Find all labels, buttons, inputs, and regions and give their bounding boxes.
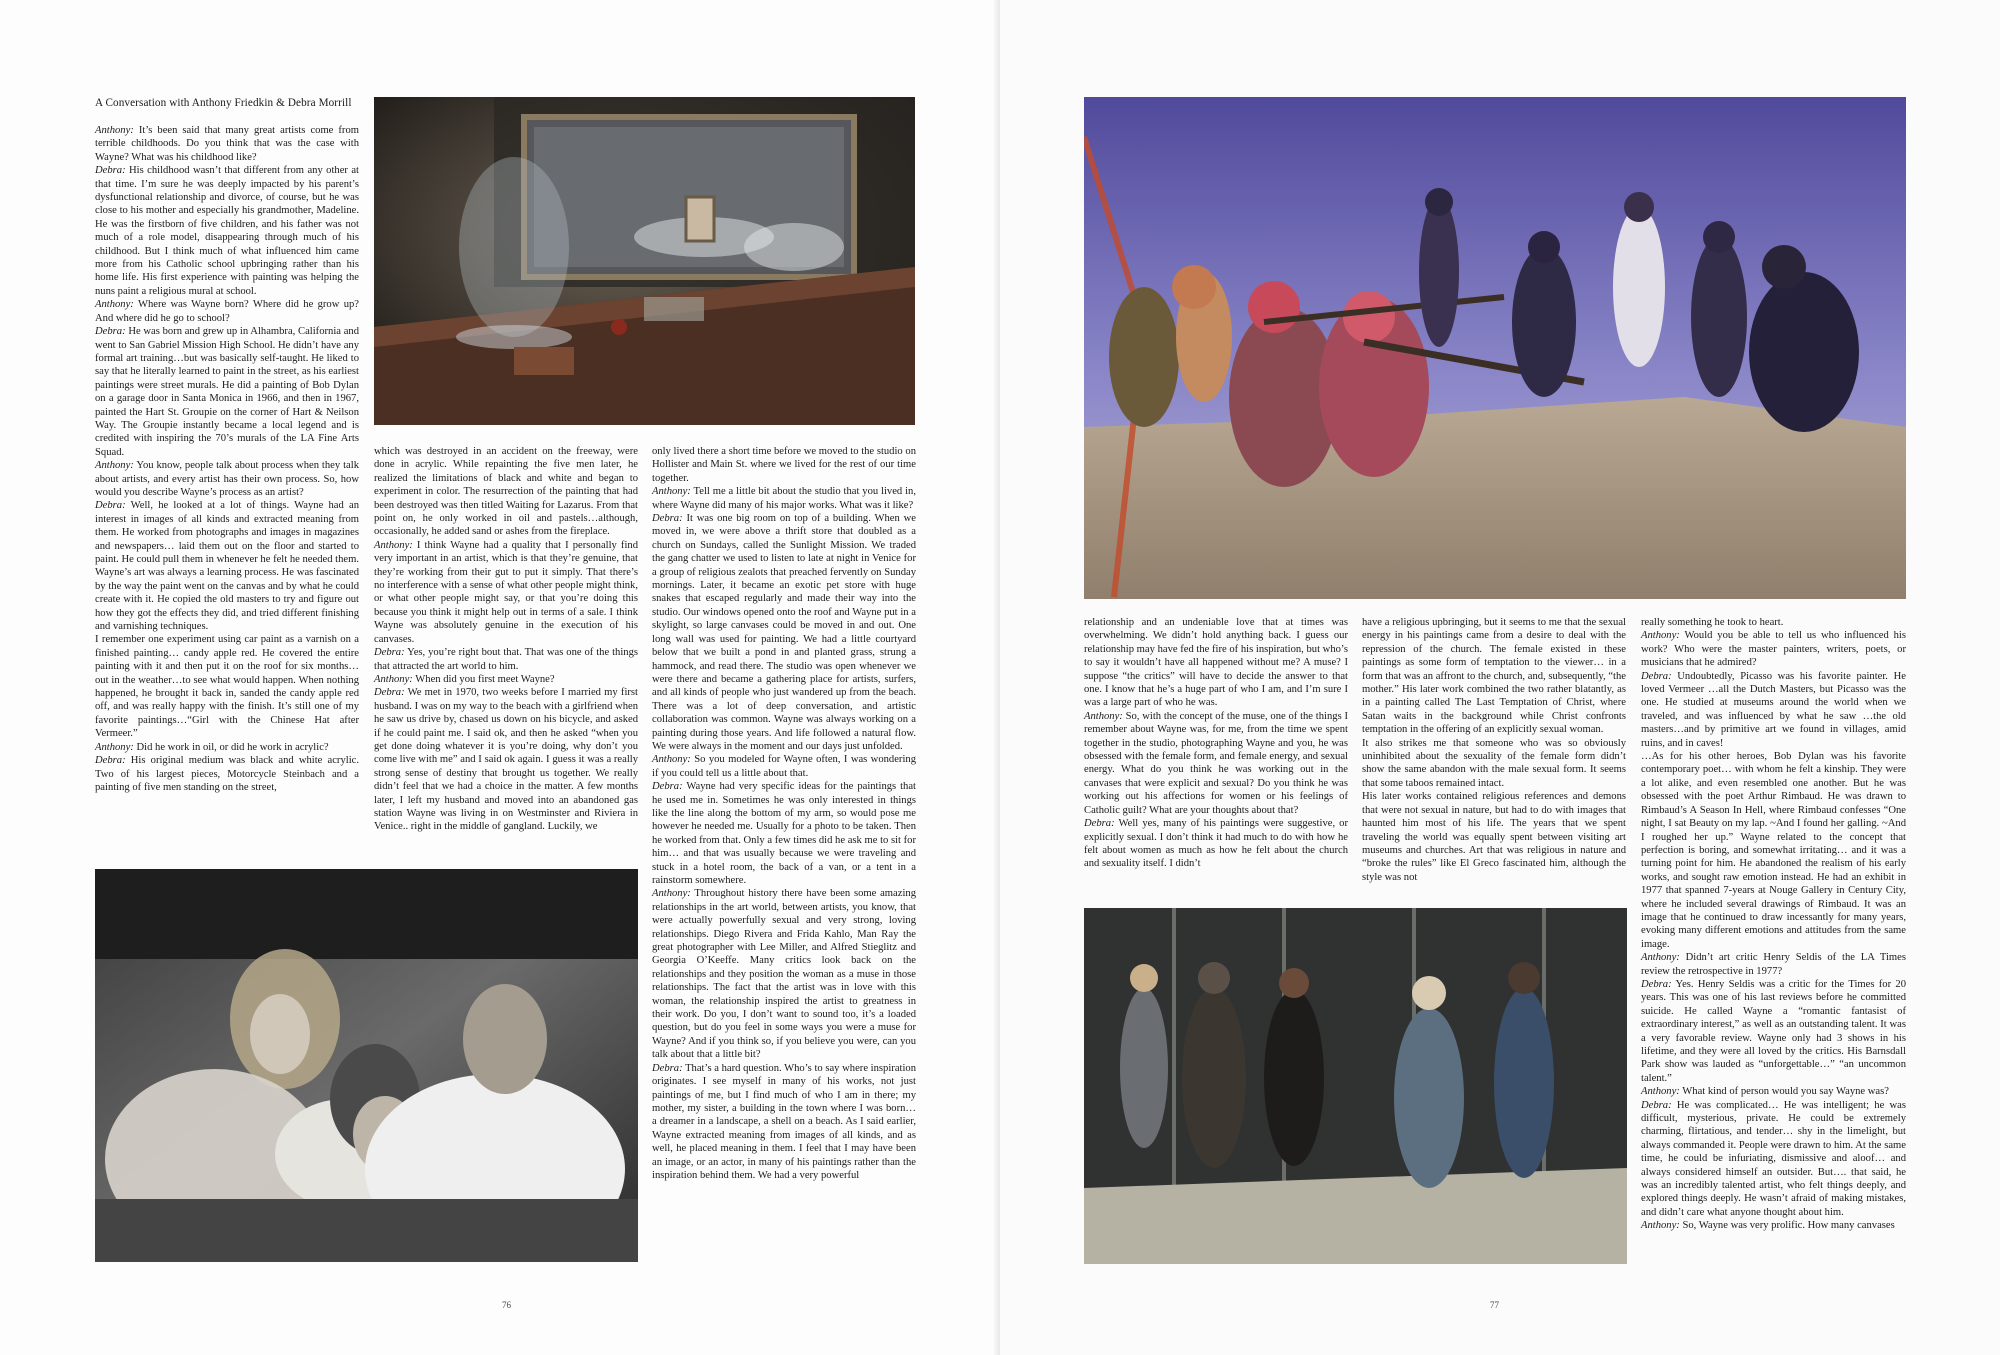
paragraph [1084, 616, 1348, 710]
paragraph [1362, 790, 1626, 884]
paragraph-text: He was born and grew up in Alhambra, California and went to San Gabriel Mission High School. He didn’t have any formal art training…but was basically self-taught. He liked to say that he literally learned to paint in the street, as his earliest paintings were street murals. He did a painting of Bob Dylan on a garage door in Santa Monica in 1966, and then in 1967, painted the Hart St. Groupie on the corner of Hart & Neilson Way. The Groupie instantly became a local legend and is credited with inspiring the 70’s murals of the LA Fine Arts Squad. [95, 326, 359, 458]
still-life-photo [374, 97, 915, 425]
paragraph [1362, 737, 1626, 791]
paragraph [95, 298, 359, 325]
speaker-label: Anthony: [1641, 1220, 1680, 1232]
paragraph [1641, 616, 1906, 629]
paragraph-text: Did he work in oil, or did he work in acrylic? [133, 741, 329, 753]
speaker-label: Debra: [652, 781, 683, 793]
paragraph-text: Well, he looked at a lot of things. Wayne had an interest in images of all kinds and extracted meaning from them. He worked from photographs and images in magazines and newspapers… laid them out on the floor and started to paint. He could pull them in whenever he felt he needed them. Wayne’s art was always a learning process. He was fascinated by the way the paint went on the canvas and by what he could create with it. He copied the old masters to try and figure out how they got the effects they did, and tried different finishing and varnishing techniques. [95, 500, 359, 633]
speaker-label: Anthony: [95, 741, 134, 753]
paragraph-text: It’s been said that many great artists come from terrible childhoods. Do you think that was the case with Wayne? What was his childhood like? [95, 125, 359, 163]
couple-photo [95, 869, 638, 1262]
paragraph-text: really something he took to heart. [1641, 617, 1784, 628]
paragraph [95, 124, 359, 164]
speaker-label: Debra: [95, 755, 126, 767]
speaker-label: Debra: [1084, 818, 1115, 830]
paragraph-text: Would you be able to tell us who influenced his work? Who were the master painters, writers, poets, or musicians that he admired? [1641, 630, 1906, 669]
left-column-3 [652, 445, 916, 1182]
speaker-label: Anthony: [1641, 630, 1680, 642]
paragraph-text: His later works contained religious references and demons that were not sexual in nature, but had to do with images that haunted him most of his life. The years that we spent traveling the world was equally spent between visiting art museums and churches. Art that was religious in nature and “broke the rules” like El Greco fascinated him, although the style was not [1362, 791, 1626, 883]
paragraph [652, 512, 916, 753]
paragraph [1641, 670, 1906, 750]
paragraph-text: Where was Wayne born? Where did he grow up? And where did he go to school? [95, 299, 359, 324]
paragraph-text: Tell me a little bit about the studio that you lived in, where Wayne did many of his major works. What was it like? [652, 486, 916, 511]
paragraph [374, 673, 638, 686]
left-column-2 [374, 445, 638, 834]
paragraph-text: It also strikes me that someone who was so obviously uninhibited about the sexuality of the female form didn’t show the same abandon with the male sexual form. It seems that some taboos remained intact. [1362, 737, 1626, 789]
speaker-label: Anthony: [95, 125, 134, 136]
paragraph [1084, 817, 1348, 871]
speaker-label: Debra: [95, 326, 126, 338]
speaker-label: Anthony: [374, 539, 413, 551]
paragraph [1641, 978, 1906, 1085]
paragraph [652, 1062, 916, 1183]
paragraph-text: Didn’t art critic Henry Seldis of the LA Times review the retrospective in 1977? [1641, 952, 1906, 977]
paragraph-text: So you modeled for Wayne often, I was wondering if you could tell us a little about that. [652, 754, 916, 779]
paragraph-text: So, Wayne was very prolific. How many canvases [1679, 1220, 1895, 1232]
paragraph-text: Wayne had very specific ideas for the paintings that he used me in. Sometimes he was only interested in things like the line along the bottom of my arm, so would pose me however he needed me. Usually for a photo to be taken. Then he worked from that. Only a few times did he ask me to sit for him… and that was usually because we were traveling and stuck in a hotel room, the back of a van, or a tent in a rainstorm somewhere. [652, 781, 916, 886]
speaker-label: Debra: [652, 513, 683, 525]
paragraph-text: What kind of person would you say Wayne was? [1679, 1086, 1889, 1098]
paragraph [1641, 951, 1906, 978]
paragraph-text: His childhood wasn’t that different from any other at that time. I’m sure he was deeply impacted by his parent’s dysfunctional relationship and divorce, of course, but he was close to his mother and especially his grandmother, Madeline. He was the firstborn of five children, and his father was not much of a role model, disappearing through much of his childhood. But I think much of what influenced him came more from his Catholic school upbringing rather than his home life. His first experience with painting was helping the nuns paint a religious mural at school. [95, 165, 359, 297]
paragraph [95, 164, 359, 298]
speaker-label: Anthony: [652, 888, 691, 900]
speaker-label: Anthony: [374, 673, 413, 685]
speaker-label: Debra: [95, 165, 126, 177]
paragraph-text: Well yes, many of his paintings were suggestive, or explicitly sexual. I don’t think it had much to do with how he felt about women as much as how he felt about the church and sexuality itself. I didn’t [1084, 818, 1348, 870]
paragraph-text: You know, people talk about process when they talk about artists, and every artist has their own process. So, how would you describe Wayne’s process as an artist? [95, 460, 359, 498]
speaker-label: Anthony: [1641, 952, 1680, 964]
paragraph-text: That’s a hard question. Who’s to say where inspiration originates. I see myself in many of his works, not just paintings of me, but I find much of who I am in there; my mother, my sister, a building in the town where I was born… a dreamer in a landscape, a shell on a beach. As I said earlier, Wayne extracted meaning from images of all kinds, and as well, he placed meaning in them. I feel that I may have been an image, or an actor, in many of his paintings rather than the inspiration behind them. We had a very powerful [652, 1062, 916, 1181]
paragraph-text: His original medium was black and white acrylic. Two of his largest pieces, Motorcycle Steinbach and a painting of five men standing on the street, [95, 755, 359, 793]
speaker-label: Anthony: [1084, 710, 1123, 722]
right-column-3 [1641, 616, 1906, 1233]
paragraph-text: I remember one experiment using car paint as a varnish on a finished painting… candy apple red. He covered the entire painting with it and then put it on the roof for six months… out in the weather…to see what would happen. When nothing happened, he brought it back in, sanded the candy apple red off, and was really happy with the finish. It’s still one of my favorite paintings…“Girl with the Chinese Hat after Vermeer.” [95, 634, 359, 740]
paragraph [95, 633, 359, 740]
paragraph [1641, 1219, 1906, 1232]
paragraph-text: which was destroyed in an accident on the freeway, were done in acrylic. While repainting the five men later, he realized the limitations of black and white and began to experiment in color. The resurrection of the painting that had been destroyed was then titled Waiting for Lazarus. From that point on, he only worked in oil and pastels…although, occasionally, he added sand or ashes from the fireplace. [374, 446, 638, 538]
paragraph [1641, 750, 1906, 951]
speaker-label: Debra: [95, 500, 126, 512]
speaker-label: Debra: [1641, 670, 1672, 682]
speaker-label: Debra: [652, 1062, 683, 1074]
paragraph-text: It was one big room on top of a building. When we moved in, we were above a thrift store that doubled as a church on Sundays, called the Sunlight Mission. We traded the gang chatter we used to listen to late at night in Venice for a group of religious zealots that preached fervently on Sunday mornings. Later, it became an exotic pet store with huge snakes that escaped regularly and made their way into the studio. Our windows opened onto the roof and Wayne put in a skylight, so large canvases could be moved in and out. One long wall was used for painting. We had a little courtyard below that we built a pond in and planted grass, strung a hammock, and read there. The studio was open whenever we were there and became a gathering place for artists, surfers, and all kinds of people who just wandered up from the beach. There was a lot of deep conversation, and artistic collaboration was common. Wayne was always working on a painting during those years. And life followed a natural flow. We were always in the moment and our days just unfolded. [652, 513, 916, 752]
paragraph-text: relationship and an undeniable love that at times was overwhelming. We didn’t hold anything back. I guess our relationship may have fed the fire of his inspiration, but who’s to say it wouldn’t have all happened without me? A muse? I suppose “the critics” will have to decide the answer to that one. I know that he’s a huge part of who I am, and I’m sure I was a large part of who he was. [1084, 617, 1348, 709]
firing-squad-painting [1084, 97, 1906, 599]
speaker-label: Anthony: [95, 299, 134, 311]
left-page-number: 76 [502, 1300, 511, 1310]
right-page [1000, 0, 2000, 1355]
speaker-label: Anthony: [652, 754, 691, 766]
paragraph [374, 646, 638, 673]
speaker-label: Anthony: [1641, 1086, 1680, 1098]
paragraph [1084, 710, 1348, 817]
paragraph-text: He was complicated… He was intelligent; he was difficult, mysterious, private. He could be extremely charming, flirtatious, and tender… shy in the limelight, but always commanded it. People were drawn to him. At the same time, he could be infuriating, dismissive and aloof… and always considered himself an outsider. But…. that said, he was an incredibly talented artist, who felt things deeply, and explored things deeply. He wasn’t afraid of making mistakes, and didn’t care what anyone thought about him. [1641, 1099, 1906, 1218]
paragraph [95, 754, 359, 794]
paragraph-text: only lived there a short time before we moved to the studio on Hollister and Main St. where we lived for the rest of our time together. [652, 446, 916, 484]
paragraph-text: have a religious upbringing, but it seems to me that the sexual energy in his paintings came from a desire to deal with the repression of the church. The female existed in these paintings as some form of temptation to the viewer… in a form that was an affront to the church, and, subsequently, “the mother.” His later work combined the two rather blatantly, as in a painting called The Last Temptation of Christ, where Satan waits in the background while Christ confronts temptation in the offering of an explicitly sexual woman. [1362, 617, 1626, 736]
paragraph-text: Undoubtedly, Picasso was his favorite painter. He loved Vermeer …all the Dutch Masters, but Picasso was the one. He studied at museums around the world when we traveled, and was influenced by what he saw …the old masters…and by primitive art we found in villages, amid ruins, and in caves! [1641, 670, 1906, 749]
paragraph-text: Throughout history there have been some amazing relationships in the art world, between artists, you know, that were actually powerfully sexual and very strong, loving relationships. Diego Rivera and Frida Kahlo, Man Ray the great photographer with Lee Miller, and Alfred Stieglitz and Georgia O’Keeffe. Many critics look back on the relationships and they position the woman as a muse in those relationships. The fact that the artist was in love with this woman, the relationship inspired the artist to greatness in their work. Do you, I don’t want to sound too, it’s a loaded question, but do you feel in some ways you were a muse for Wayne? And if you think so, if you believe you were, can you talk about that a little bit? [652, 888, 916, 1061]
paragraph-text: So, with the concept of the muse, one of the things I remember about Wayne was, for me, from the time we spent together in the studio, photographing Wayne and you, he was obsessed with the female form, and female energy, and sexual energy. What do you think he was working out in the canvases that were explicit and sexual? Do you think he was working out his affections for women or his feelings of Catholic guilt? What are your thoughts about that? [1084, 710, 1348, 816]
paragraph [652, 753, 916, 780]
paragraph [652, 445, 916, 485]
paragraph [374, 445, 638, 539]
speaker-label: Debra: [374, 687, 405, 699]
paragraph [652, 485, 916, 512]
paragraph [652, 780, 916, 887]
speaker-label: Debra: [374, 647, 405, 659]
right-column-1 [1084, 616, 1348, 871]
paragraph-text: …As for his other heroes, Bob Dylan was his favorite contemporary poet… with whom he felt a kinship. They were a lot alike, and even resembled one another. But he was obsessed with the poet Arthur Rimbaud. He was drawn to Rimbaud’s A Season In Hell, where Rimbaud confesses “One night, I sat Beauty on my lap. ~And I found her galling. ~And I roughed her up.” Wayne related to the concept that perfection is boring, and somewhat irritating… and it was a turning point for him. He abandoned the realism of his early works, and sought raw emotion instead. He had an exhibit in 1977 that spanned 7-years at Nouge Gallery in Century City, where he included several drawings of Rimbaud. It was an image that he continued to draw incessantly for many years, evoking many different emotions and attitudes from the same image. [1641, 751, 1906, 950]
paragraph-text: Yes, you’re right bout that. That was one of the things that attracted the art world to him. [374, 647, 638, 672]
paragraph [1362, 616, 1626, 737]
paragraph [374, 686, 638, 833]
left-column-1 [95, 124, 359, 794]
article-header: A Conversation with Anthony Friedkin & Debra Morrill [95, 97, 352, 109]
paragraph [1641, 1085, 1906, 1098]
speaker-label: Anthony: [652, 486, 691, 498]
paragraph [1641, 629, 1906, 669]
speaker-label: Debra: [1641, 978, 1672, 990]
paragraph [95, 741, 359, 754]
paragraph [95, 325, 359, 459]
paragraph [652, 887, 916, 1061]
paragraph-text: We met in 1970, two weeks before I married my first husband. I was on my way to the beach with a girlfriend when he saw us drive by, chased us down on his bicycle, and asked if he could paint me. I said ok, and then he asked “when you get done doing whatever it is you’re doing, why don’t you come live with me” and I said ok again. I guess it was a really strong sense of destiny that brought us together. We really didn’t feel that we had a choice in the matter. A few months later, I left my husband and moved into an abandoned gas station Wayne was living in on Westminster and Riviera in Venice.. right in the middle of gangland. Luckily, we [374, 687, 638, 833]
paragraph-text: I think Wayne had a quality that I personally find very important in an artist, which is that they’re genuine, that they’re working from their gut to put it simply. That there’s no interference with a sense of what other people might think, or what other people might say, or that you’re doing this because you think it might help out in terms of a sale. I think Wayne was absolutely genuine in the execution of his canvases. [374, 539, 638, 645]
right-page-number: 77 [1490, 1300, 1499, 1310]
paragraph-text: Yes. Henry Seldis was a critic for the Times for 20 years. This was one of his last reviews before he committed suicide. He called Wayne a “romantic fantasist of extraordinary interest,” as well as an outstanding talent. It was a very favorable review. Wayne only had 3 shows in his lifetime, and they were all loved by the critics. His Barnsdall Park show was lauded as “unforgettable…” “an uncommon talent.” [1641, 978, 1906, 1084]
group-on-street-painting [1084, 908, 1627, 1264]
paragraph [95, 459, 359, 499]
speaker-label: Debra: [1641, 1099, 1672, 1111]
paragraph-text: When did you first meet Wayne? [412, 673, 555, 685]
right-column-2 [1362, 616, 1626, 884]
paragraph [374, 539, 638, 646]
paragraph [1641, 1099, 1906, 1220]
speaker-label: Anthony: [95, 460, 134, 472]
paragraph [95, 499, 359, 633]
